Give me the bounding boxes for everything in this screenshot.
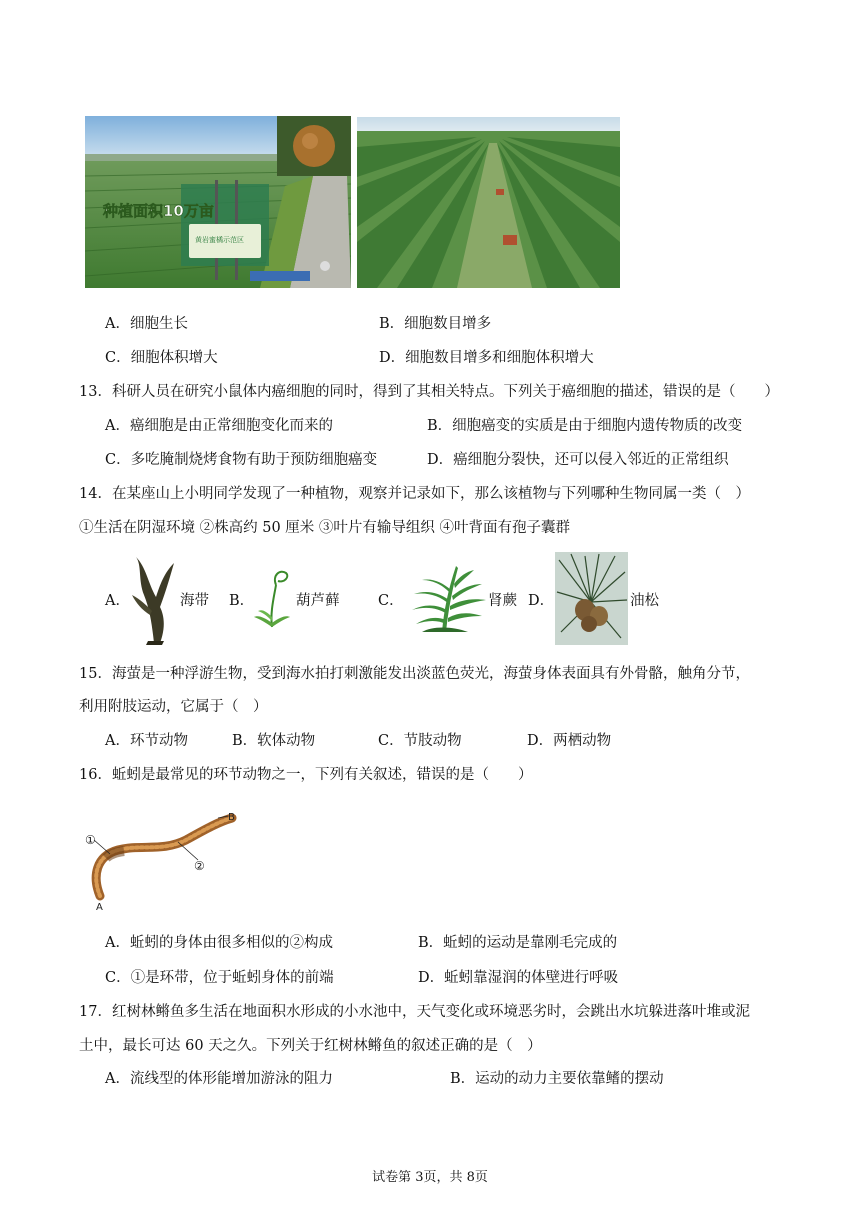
q15-option-c-text: 节肢动物 <box>403 733 462 749</box>
fern-icon <box>402 560 488 636</box>
q13-option-b <box>427 416 742 436</box>
q15-option-c-letter: C． <box>378 733 404 749</box>
q12-option-a-text: 细胞生长 <box>129 316 188 332</box>
orchard-aerial-image <box>85 116 351 288</box>
q16-option-d <box>418 968 618 988</box>
q16-option-c-letter: C． <box>105 970 131 986</box>
q17-option-a <box>105 1069 333 1089</box>
q16-option-a-letter: A． <box>105 935 130 951</box>
banner-headline: 种植面积10万亩 <box>103 202 214 220</box>
q15-option-d-text: 两栖动物 <box>553 733 612 749</box>
q15-stem-line2: 利用附肢运动，它属于（ ） <box>79 699 268 715</box>
q15-option-d-letter: D． <box>527 733 554 749</box>
q12-option-a <box>105 314 188 334</box>
q16-stem: 16．蚯蚓是最常见的环节动物之一，下列有关叙述，错误的是（ ） <box>79 767 533 783</box>
q13-option-d-text: 癌细胞分裂快，还可以侵入邻近的正常组织 <box>453 452 729 468</box>
q16-option-a <box>105 933 333 953</box>
q12-option-b <box>379 314 491 334</box>
orchard-photo-right <box>357 117 620 288</box>
q14-option-c-letter: C． <box>378 593 404 609</box>
q14-record: ①生活在阴湿环境 ②株高约 50 厘米 ③叶片有输导组织 ④叶背面有孢子囊群 <box>79 520 570 536</box>
q16-option-c-text: ①是环带，位于蚯蚓身体的前端 <box>130 970 334 986</box>
q16-option-b <box>418 933 617 953</box>
moss-icon <box>252 567 292 629</box>
q12-option-d-text: 细胞数目增多和细胞体积增大 <box>405 350 594 366</box>
q13-option-d-letter: D． <box>427 452 454 468</box>
q13-option-c <box>105 450 377 470</box>
q13-option-d <box>427 450 729 470</box>
q13-option-b-text: 细胞癌变的实质是由于细胞内遗传物质的改变 <box>452 418 743 434</box>
q13-stem: 13．科研人员在研究小鼠体内癌细胞的同时，得到了其相关特点。下列关于癌细胞的描述，错误的是（ ） <box>79 384 779 400</box>
q13-option-c-text: 多吃腌制烧烤食物有助于预防细胞癌变 <box>130 452 378 468</box>
pine-icon <box>555 552 628 645</box>
q15-option-a-letter: A． <box>105 733 130 749</box>
page-footer: 试卷第 3页，共 8页 <box>372 1170 488 1185</box>
q12-option-b-letter: B． <box>379 316 405 332</box>
q13-option-a <box>105 416 333 436</box>
kelp-icon <box>130 555 180 645</box>
q12-option-b-text: 细胞数目增多 <box>404 316 492 332</box>
q12-option-c-text: 细胞体积增大 <box>130 350 218 366</box>
q17-stem-line2: 土中，最长可达 60 天之久。下列关于红树林鳉鱼的叙述正确的是（ ） <box>79 1038 542 1054</box>
q16-option-b-text: 蚯蚓的运动是靠刚毛完成的 <box>443 935 618 951</box>
q13-option-c-letter: C． <box>105 452 131 468</box>
clitellum-band <box>106 851 124 858</box>
q12-option-a-letter: A． <box>105 316 130 332</box>
label-two: ② <box>194 859 205 873</box>
q15-stem-line1: 15．海萤是一种浮游生物，受到海水拍打刺激能发出淡蓝色荧光，海萤身体表面具有外骨骼，触角分节， <box>79 666 750 682</box>
q14-option-b-letter: B． <box>229 593 255 609</box>
q12-option-d-letter: D． <box>379 350 406 366</box>
q14-option-a-letter: A． <box>105 593 130 609</box>
orchard-rows-image <box>357 117 620 288</box>
q13-option-a-letter: A． <box>105 418 130 434</box>
q15-option-c <box>378 731 462 751</box>
q13-option-a-text: 癌细胞是由正常细胞变化而来的 <box>129 418 333 434</box>
q13-option-b-letter: B． <box>427 418 453 434</box>
q12-option-c-letter: C． <box>105 350 131 366</box>
q17-option-b-letter: B． <box>450 1071 476 1087</box>
orchard-photo-left <box>85 116 351 288</box>
q12-option-c <box>105 348 218 368</box>
q12-option-d <box>379 348 594 368</box>
q16-option-b-letter: B． <box>418 935 444 951</box>
q15-option-d <box>527 731 611 751</box>
q14-option-d-letter: D． <box>528 593 555 609</box>
q15-option-a-text: 环节动物 <box>129 733 188 749</box>
q15-option-b-text: 软体动物 <box>257 733 316 749</box>
q14-option-d-text: 油松 <box>630 593 659 609</box>
q17-option-a-text: 流线型的体形能增加游泳的阻力 <box>129 1071 333 1087</box>
banner-subtext: 黄岩蜜橘示范区 <box>195 236 244 244</box>
q17-stem-line1: 17．红树林鳉鱼多生活在地面积水形成的小水池中，天气变化或环境恶劣时，会跳出水坑躲进落叶堆或泥 <box>79 1004 750 1020</box>
q15-option-b <box>232 731 315 751</box>
q14-stem: 14．在某座山上小明同学发现了一种植物，观察并记录如下，那么该植物与下列哪种生物同属一类（ ） <box>79 486 750 502</box>
q14-option-a-text: 海带 <box>180 593 209 609</box>
q16-option-a-text: 蚯蚓的身体由很多相似的②构成 <box>129 935 333 951</box>
earthworm-figure <box>82 806 242 912</box>
q16-option-d-text: 蚯蚓靠湿润的体壁进行呼吸 <box>444 970 619 986</box>
q17-option-a-letter: A． <box>105 1071 130 1087</box>
q16-option-d-letter: D． <box>418 970 445 986</box>
q17-option-b-text: 运动的动力主要依靠鳍的摆动 <box>475 1071 664 1087</box>
q14-option-c-text: 肾蕨 <box>488 593 517 609</box>
label-b: B <box>228 812 235 823</box>
q16-option-c <box>105 968 334 988</box>
label-one: ① <box>85 833 96 847</box>
q14-option-b-text: 葫芦藓 <box>296 593 340 609</box>
q17-option-b <box>450 1069 664 1089</box>
label-a: A <box>96 902 103 912</box>
q15-option-b-letter: B． <box>232 733 258 749</box>
q15-option-a <box>105 731 188 751</box>
